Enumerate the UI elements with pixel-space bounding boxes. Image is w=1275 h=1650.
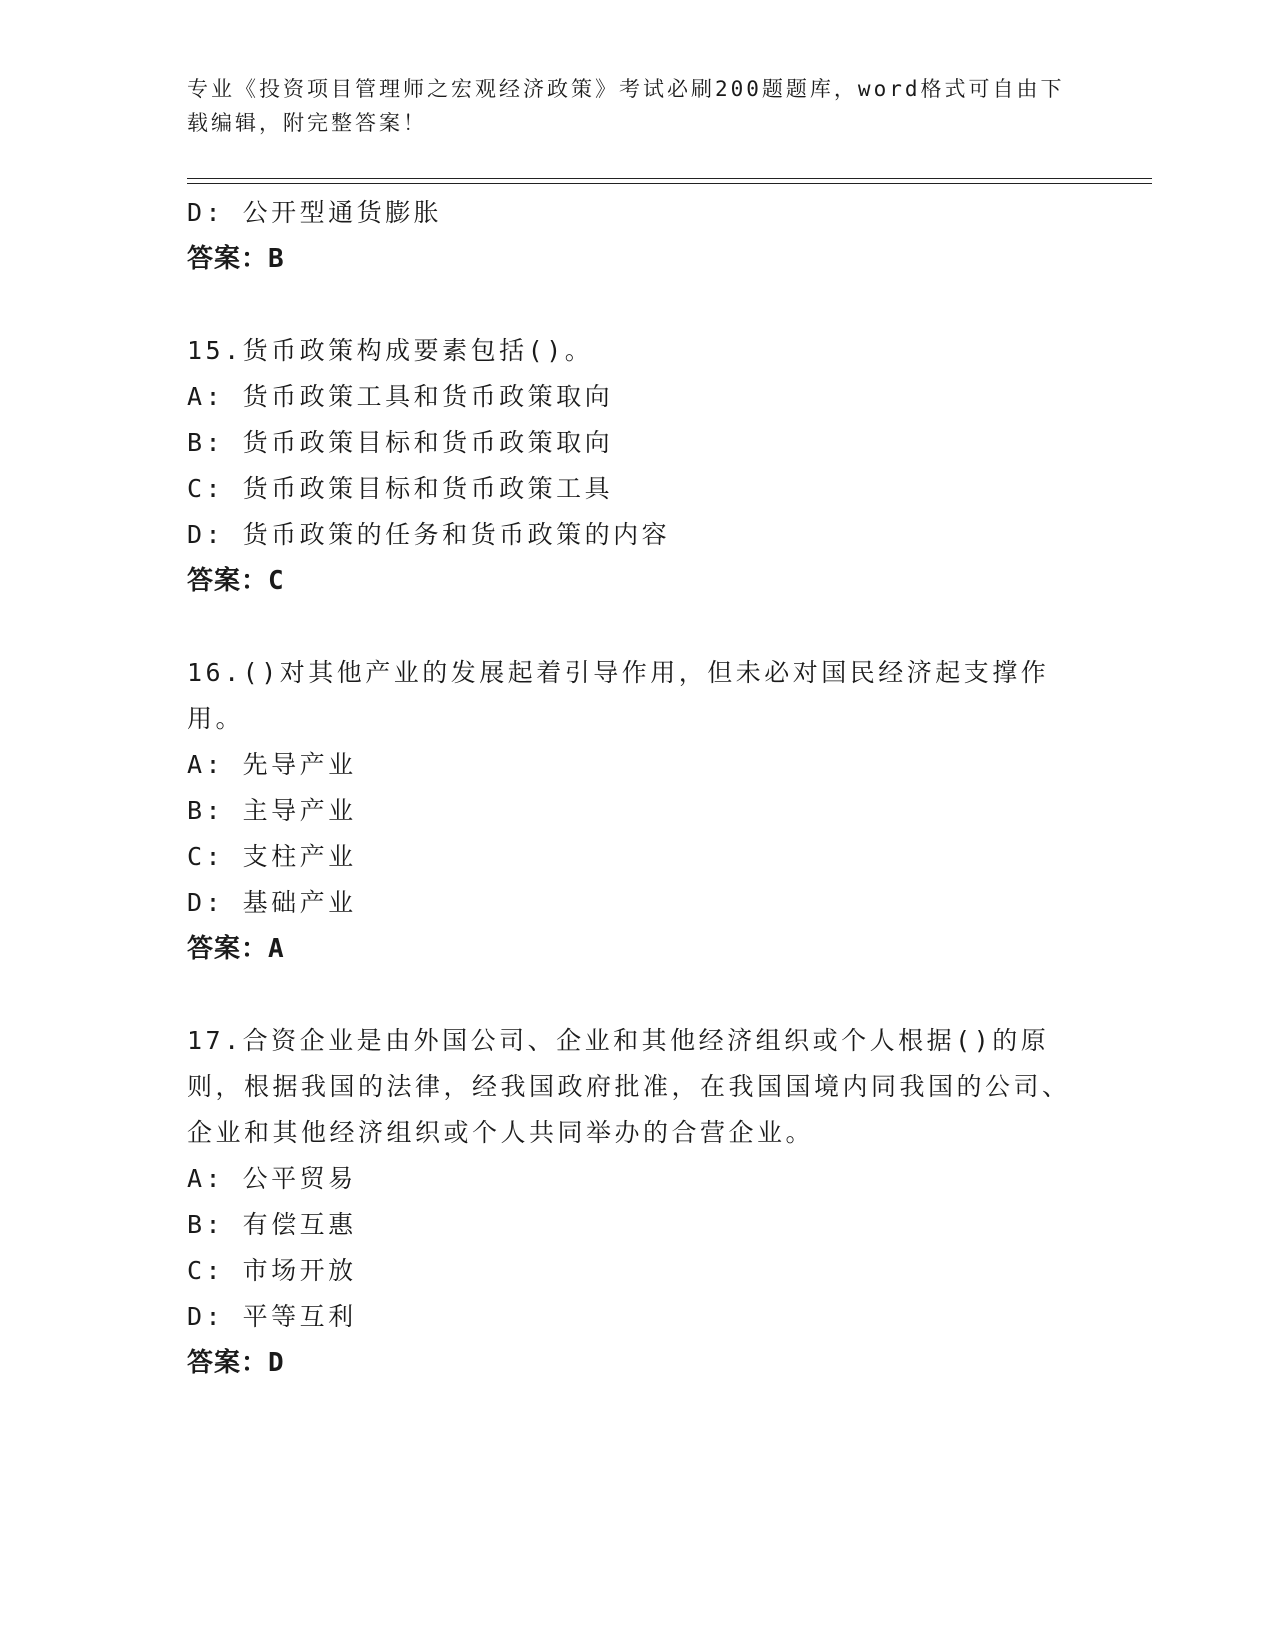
option-d: D: 平等互利 [187, 1302, 357, 1331]
prev-option-d: D: 公开型通货膨胀 [187, 198, 443, 227]
option-a: A: 公平贸易 [187, 1164, 357, 1193]
spacer [187, 604, 1087, 650]
answer: 答案：D [187, 1348, 285, 1378]
option-a: A: 先导产业 [187, 750, 357, 779]
header-rule-top [187, 178, 1152, 179]
option-b: B: 有偿互惠 [187, 1210, 357, 1239]
spacer [187, 972, 1087, 1018]
option-c: C: 支柱产业 [187, 842, 357, 871]
question-list [187, 190, 1087, 1386]
option-c: C: 市场开放 [187, 1256, 357, 1285]
answer: 答案：A [187, 934, 285, 964]
header-rule-bottom [187, 183, 1152, 184]
answer: 答案：C [187, 566, 285, 596]
option-a: A: 货币政策工具和货币政策取向 [187, 382, 614, 411]
option-b: B: 主导产业 [187, 796, 357, 825]
option-b: B: 货币政策目标和货币政策取向 [187, 428, 614, 457]
option-d: D: 货币政策的任务和货币政策的内容 [187, 520, 671, 549]
question-17 [187, 1018, 1087, 1386]
document-header: 专业《投资项目管理师之宏观经济政策》考试必刷200题题库，word格式可自由下载编辑，附完整答案！ [187, 77, 1065, 135]
question-text: 15.货币政策构成要素包括()。 [187, 336, 594, 365]
option-d: D: 基础产业 [187, 888, 357, 917]
question-text: 17.合资企业是由外国公司、企业和其他经济组织或个人根据()的原则，根据我国的法律，经我国政府批准，在我国国境内同我国的公司、企业和其他经济组织或个人共同举办的合营企业。 [187, 1026, 1071, 1147]
question-15 [187, 328, 1087, 604]
option-c: C: 货币政策目标和货币政策工具 [187, 474, 614, 503]
prev-answer: 答案：B [187, 244, 285, 274]
spacer [187, 282, 1087, 328]
question-16 [187, 650, 1087, 972]
question-text: 16.()对其他产业的发展起着引导作用，但未必对国民经济起支撑作用。 [187, 658, 1050, 733]
